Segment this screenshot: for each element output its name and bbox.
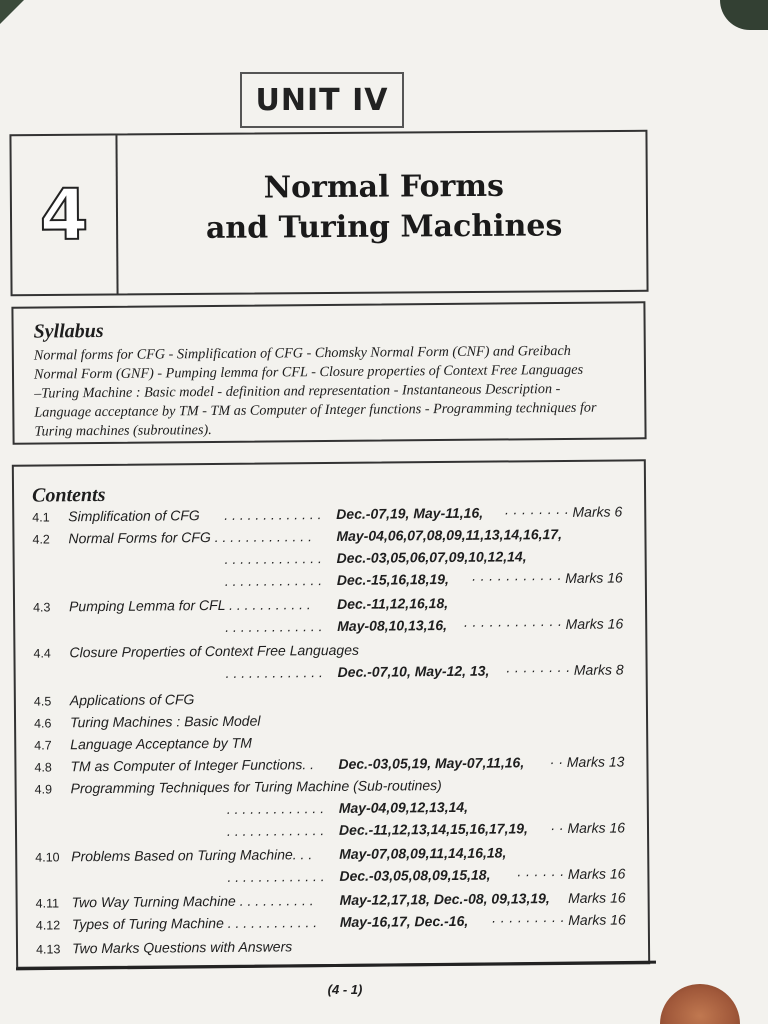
contents-row (17, 819, 647, 844)
section-title: Applications of CFG (69, 691, 195, 709)
marks-label: · · · · · · · · Marks 6 (503, 503, 623, 521)
contents-row (16, 709, 646, 734)
marks-label: · · · · · · Marks 16 (516, 865, 626, 883)
section-number: 4.7 (34, 738, 52, 753)
exam-dates: Dec.-15,16,18,19, (336, 570, 449, 588)
contents-row (14, 503, 644, 528)
chapter-title (122, 166, 647, 250)
exam-dates: May-04,06,07,08,09,11,13,14,16,17, (336, 525, 562, 544)
chapter-title-box (9, 130, 648, 296)
contents-row (16, 661, 646, 686)
contents-row (18, 889, 648, 914)
section-number: 4.10 (35, 850, 60, 865)
contents-row (15, 569, 645, 594)
leader-dots: . . . . . . . . . . . . . (224, 506, 322, 523)
photo-corner-top-left (0, 0, 24, 24)
syllabus-line: Normal Form (GNF) - Pumping lemma for CFL - Closure properties of Context Free Languages (33, 361, 584, 383)
contents-row (15, 639, 645, 664)
photo-corner-top-right (720, 0, 768, 30)
section-title: Turing Machines : Basic Model (69, 712, 261, 731)
section-number: 4.2 (32, 532, 50, 547)
section-title: Closure Properties of Context Free Languages (69, 641, 360, 661)
chapter-number: 4 (39, 173, 89, 257)
syllabus-text (34, 341, 635, 441)
exam-dates: Dec.-03,05,06,07,09,10,12,14, (336, 548, 527, 566)
unit-label: UNIT IV (240, 72, 404, 128)
section-title: TM as Computer of Integer Functions. . (70, 756, 315, 775)
exam-dates: May-12,17,18, Dec.-08, 09,13,19, (339, 890, 550, 908)
exam-dates: Dec.-03,05,19, May-07,11,16, (338, 754, 525, 772)
contents-row (18, 911, 648, 936)
section-title: Language Acceptance by TM (70, 734, 252, 753)
contents-row (17, 865, 647, 890)
section-number: 4.11 (35, 896, 60, 911)
section-title: Normal Forms for CFG . . . . . . . . . . . . . (68, 528, 312, 547)
exam-dates: Dec.-03,05,08,09,15,18, (339, 866, 491, 884)
exam-dates: Dec.-11,12,16,18, (336, 594, 449, 612)
contents-heading: Contents (31, 483, 106, 507)
marks-label: · · · · · · · · · · · Marks 16 (471, 569, 623, 587)
section-title: Simplification of CFG (68, 507, 200, 525)
contents-box (12, 459, 650, 970)
marks-label: · · Marks 16 (550, 819, 626, 837)
section-number: 4.12 (35, 918, 61, 933)
section-title: Two Marks Questions with Answers (71, 938, 293, 957)
leader-dots: . . . . . . . . . . . . . (226, 800, 325, 817)
contents-row (15, 615, 645, 640)
contents-row (16, 687, 646, 712)
chapter-title-line-1: Normal Forms (263, 168, 505, 206)
exam-dates: Dec.-07,19, May-11,16, (336, 504, 484, 522)
syllabus-line: Normal forms for CFG - Simplification of CFG - Chomsky Normal Form (CNF) and Greibach (33, 342, 571, 364)
exam-dates: Dec.-11,12,13,14,15,16,17,19, (338, 820, 528, 838)
leader-dots: . . . . . . . . . . . . . (224, 550, 322, 567)
section-number: 4.4 (33, 646, 51, 661)
exam-dates: May-16,17, Dec.-16, (339, 912, 469, 930)
leader-dots: . . . . . . . . . . . . . (227, 868, 325, 885)
syllabus-box (11, 301, 646, 445)
section-number: 4.13 (35, 942, 61, 957)
section-title: Pumping Lemma for CFL . . . . . . . . . . . (68, 596, 311, 615)
marks-label: · · · · · · · · · · · · Marks 16 (462, 615, 624, 633)
leader-dots: . . . . . . . . . . . . . (225, 618, 323, 635)
contents-row (18, 935, 648, 960)
chapter-title-line-2: and Turing Machines (205, 208, 563, 246)
section-title: Problems Based on Turing Machine. . . (71, 846, 313, 865)
syllabus-line: –Turing Machine : Basic model - definition and representation - Instantaneous Description - (34, 380, 561, 402)
chapter-number-cell (11, 135, 118, 294)
contents-row (16, 753, 646, 778)
contents-row (15, 593, 645, 618)
section-number: 4.8 (34, 760, 52, 775)
exam-dates: May-07,08,09,11,14,16,18, (339, 844, 507, 862)
section-number: 4.6 (34, 716, 52, 731)
section-number: 4.5 (33, 694, 52, 709)
syllabus-line: Language acceptance by TM - TM as Computer of Integer functions - Programming techniques for (34, 399, 597, 421)
exam-dates: Dec.-07,10, May-12, 13, (337, 662, 490, 680)
page-number: (4 - 1) (327, 982, 363, 997)
section-title: Two Way Turning Machine . . . . . . . . . . (71, 892, 314, 911)
leader-dots: . . . . . . . . . . . . . (226, 822, 325, 839)
contents-row (17, 843, 647, 868)
contents-row (16, 731, 646, 756)
section-number: 4.3 (32, 600, 51, 615)
section-title: Programming Techniques for Turing Machine (Sub-routines) (70, 777, 442, 797)
exam-dates: May-04,09,12,13,14, (338, 798, 469, 816)
leader-dots: . . . . . . . . . . . . . (224, 572, 323, 589)
marks-label: · · Marks 13 (549, 753, 625, 771)
syllabus-heading: Syllabus (33, 319, 104, 343)
contents-row (17, 775, 647, 800)
contents-row (15, 547, 645, 572)
exam-dates: May-08,10,13,16, (337, 616, 448, 634)
section-number: 4.1 (32, 510, 50, 525)
marks-label: · · · · · · · · Marks 8 (505, 661, 624, 679)
section-title: Types of Turing Machine . . . . . . . . . . . . (71, 914, 318, 933)
syllabus-line: Turing machines (subroutines). (34, 422, 212, 440)
contents-row (14, 525, 644, 550)
marks-label: · · · · · · · · · Marks 16 (491, 911, 626, 929)
leader-dots: . . . . . . . . . . . . . (225, 664, 323, 681)
section-number: 4.9 (34, 782, 53, 797)
contents-row (17, 797, 647, 822)
marks-label: Marks 16 (567, 889, 626, 906)
